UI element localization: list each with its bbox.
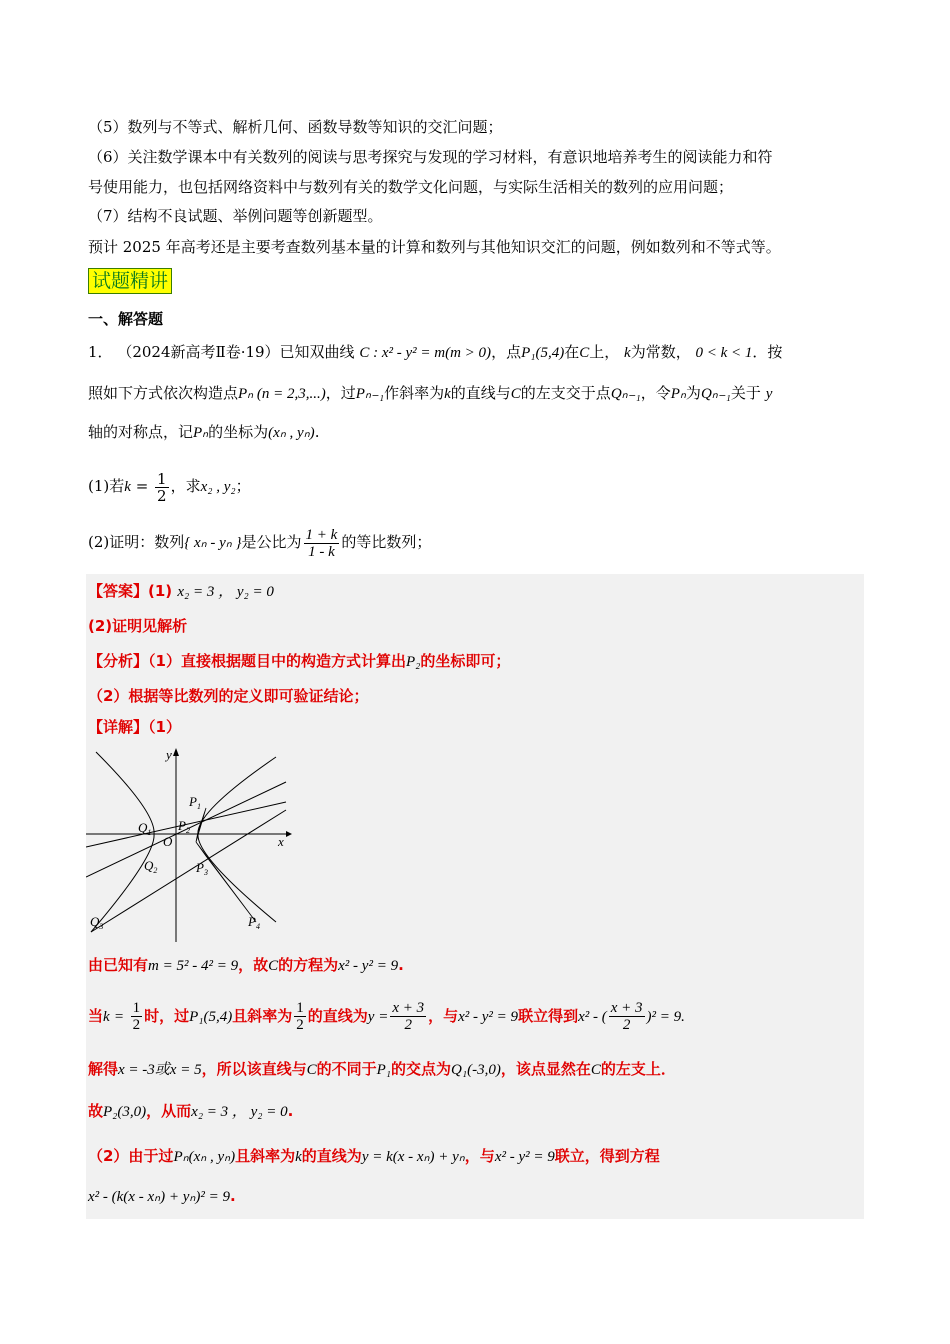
hyperbola-left-branch (91, 752, 154, 932)
point-p1: P₁(5,4) (189, 1009, 233, 1025)
point-p2: P₂(3,0) (103, 1104, 147, 1120)
text: ，令 (640, 384, 671, 402)
coordinate: (xₙ , yₙ) (268, 425, 315, 441)
text: 故 (88, 1102, 104, 1120)
problem-number: 1． (88, 343, 113, 361)
symbol-k: k (295, 1149, 302, 1165)
text: ，故 (238, 956, 269, 974)
text: （2）由于过 (88, 1147, 174, 1165)
text: 为 (685, 384, 701, 402)
intro-item-6-line1: （6）关注数学课本中有关数列的阅读与思考探究与发现的学习材料，有意识地培养考生的阅读能力和符 (88, 148, 773, 166)
symbol-p1: P₁ (376, 1062, 392, 1078)
text: 的直线为 (301, 1147, 362, 1165)
answer-label: 【答案】(1) (88, 582, 173, 600)
problem-line-2 (88, 382, 772, 405)
pn-definition: Pₙ (n = 2,3,...) (238, 386, 326, 402)
step-3 (88, 1058, 676, 1081)
text: 上， (589, 343, 620, 361)
point-p1: P₁(5,4) (521, 345, 565, 361)
hyperbola-figure (86, 742, 296, 942)
symbol-k: k (124, 479, 131, 495)
analysis-2: （2）根据等比数列的定义即可验证结论； (88, 687, 369, 705)
label-q2: $Q_2$ (144, 858, 158, 875)
label-p3: $P_3$ (196, 860, 208, 877)
step-5: （2）由于过Pₙ(xₙ , yₙ)且斜率为k的直线为y = k(x - xₙ) + yₙ，与x² - y² = 9联立，得到方程 (88, 1147, 660, 1165)
hyperbola-equation: x² - y² = 9 (338, 958, 399, 974)
line-p2 (86, 802, 286, 847)
label-o: O (163, 834, 173, 849)
text: 的坐标即可； (420, 652, 511, 670)
symbol-pn: Pₙ (670, 386, 686, 402)
text: 是公比为 (241, 533, 302, 551)
text: (2)证明：数列 (88, 533, 185, 551)
text: ．按 (752, 343, 783, 361)
section-heading: 试题精讲 (88, 268, 172, 294)
label-x: x (278, 834, 284, 849)
label-p2: $P_2$ (178, 818, 190, 835)
line-equation: y = k(x - xₙ) + yₙ (361, 1149, 465, 1165)
curve-equation: C : x² - y² = m(m > 0) (359, 345, 492, 361)
ratio-numerator: 1 + k (305, 526, 338, 543)
symbol-c: C (590, 1062, 601, 1078)
text: 关于 (730, 384, 761, 402)
intro-item-5: （5）数列与不等式、解析几何、函数导数等知识的交汇问题； (88, 118, 503, 136)
text: 联立，得到方程 (554, 1147, 660, 1165)
intro-item-7: （7）结构不良试题、举例问题等创新题型。 (88, 207, 383, 225)
triangle-shaded-1 (196, 808, 206, 842)
symbol-k: k (624, 345, 631, 361)
text: 当 (88, 1007, 104, 1025)
symbol-qn-1: Qₙ₋₁ (610, 386, 641, 402)
text: ，点 (491, 343, 522, 361)
label-q1: $Q_1$ (138, 820, 152, 837)
triangle-shaded-2 (196, 842, 256, 922)
detail-label: 【详解】（1） (88, 718, 181, 736)
ratio-denominator: 1 - k (308, 543, 335, 560)
text: ，与 (428, 1007, 459, 1025)
answer-2: (2)证明见解析 (88, 617, 188, 635)
text: ，过 (325, 384, 356, 402)
question-1: (1)若k = $\frac{1}{2}$ ，求x₂ , y₂； (88, 469, 251, 505)
x-axis-arrow (286, 831, 292, 837)
analysis-1 (88, 650, 510, 673)
step-1: 由已知有m = 5² - 4² = 9，故C的方程为x² - y² = 9. (88, 956, 404, 974)
text: 时，过 (144, 1007, 190, 1025)
text: 联立得到 (518, 1007, 579, 1025)
problem-line-1 (88, 341, 782, 364)
text: 由已知有 (88, 956, 149, 974)
label-p1: $P_1$ (189, 794, 201, 811)
text: (1)若 (88, 477, 125, 495)
text: ； (235, 477, 251, 495)
k-range: 0 < k < 1 (695, 345, 753, 361)
text: 【分析】（1）直接根据题目中的构造方式计算出 (88, 652, 406, 670)
text: ，求 (170, 477, 201, 495)
text: 的方程为 (278, 956, 339, 974)
text: 解得 (88, 1060, 119, 1078)
slope-half: $\frac{1}{2}$ (296, 1000, 304, 1033)
line-fraction: $\frac{x + 3}{2}$ (392, 1000, 425, 1033)
symbol-c: C (510, 386, 521, 402)
squared-fraction: $\frac{x + 3}{2}$ (610, 1000, 643, 1033)
text: ，与 (464, 1147, 495, 1165)
text: 的坐标为 (208, 423, 269, 441)
combined-equation: x² - (k(x - xₙ) + yₙ)² = 9 (88, 1189, 230, 1205)
problem-source: （2024新高考Ⅱ卷·19）已知双曲线 (117, 343, 355, 361)
step-4: 故P₂(3,0)，从而x₂ = 3 ， y₂ = 0. (88, 1102, 294, 1120)
symbol-c: C (268, 958, 279, 974)
symbol-pn-1: Pₙ₋₁ (355, 386, 385, 402)
answer-line (88, 580, 274, 603)
section-title: 一、解答题 (88, 310, 164, 328)
symbol-qn-1: Qₙ₋₁ (700, 386, 731, 402)
problem-line-3: 轴的对称点，记Pₙ的坐标为(xₙ , yₙ). (88, 423, 320, 441)
text: 照如下方式依次构造点 (88, 384, 239, 402)
fraction-half: $\frac{1}{2}$ (157, 469, 167, 505)
answer-value: x₂ = 3 ， y₂ = 0 (177, 584, 274, 600)
text: ，从而 (146, 1102, 192, 1120)
symbol-p2: P₂ (405, 654, 421, 670)
symbol-pn: Pₙ (193, 425, 209, 441)
text: 且斜率为 (235, 1147, 296, 1165)
symbol-k: k (103, 1009, 110, 1025)
symbol-c: C (306, 1062, 317, 1078)
text: 的直线与 (450, 384, 511, 402)
text: ，所以该直线与 (201, 1060, 307, 1078)
text: 在 (564, 343, 580, 361)
ratio-fraction (304, 527, 340, 560)
target-x2-y2: x₂ , y₂ (200, 479, 236, 495)
sequence: { xₙ - yₙ } (184, 535, 242, 551)
text: 的左支交于点 (520, 384, 611, 402)
text: ，该点显然在 (500, 1060, 591, 1078)
text: 的等比数列； (341, 533, 432, 551)
text: 的直线为 (307, 1007, 368, 1025)
m-value: m = 5² - 4² = 9 (148, 958, 239, 974)
symbol-c: C (579, 345, 590, 361)
symbol-y: y (765, 386, 773, 402)
text: 的不同于 (316, 1060, 377, 1078)
label-p4: $P_4$ (248, 914, 260, 931)
symbol-k: k (444, 386, 451, 402)
x2-y2-values: x₂ = 3 ， y₂ = 0 (191, 1104, 288, 1120)
text: 为常数， (630, 343, 691, 361)
step-6: x² - (k(x - xₙ) + yₙ)² = 9. (88, 1187, 236, 1205)
text: 且斜率为 (232, 1007, 293, 1025)
text: 作斜率为 (384, 384, 445, 402)
point-pn: Pₙ(xₙ , yₙ) (173, 1149, 236, 1165)
label-y: y (166, 747, 172, 762)
solutions: x = -3或x = 5 (118, 1062, 202, 1078)
point-q1: Q₁(-3,0) (451, 1062, 501, 1078)
step-2: 当k = $\frac{1}{2}$ 时，过P₁(5,4)且斜率为 $\frac{1}{2}$ 的直线为y = $\frac{x + 3}{2}$ ，与x² - y² = 9联立得到x² - ( $\frac{x + 3}{2}$ )² = 9. (88, 1000, 685, 1033)
intro-item-6-line2: 号使用能力，也包括网络资料中与数列有关的数学文化问题，与实际生活相关的数列的应用问题； (88, 178, 734, 196)
text: 的交点为 (391, 1060, 452, 1078)
text: 的左支上． (600, 1060, 676, 1078)
question-2 (88, 524, 431, 561)
fraction-half: $\frac{1}{2}$ (132, 1000, 141, 1033)
text: 轴的对称点，记 (88, 423, 194, 441)
label-q3: $Q_3$ (90, 914, 104, 931)
intro-forecast: 预计 2025 年高考还是主要考查数列基本量的计算和数列与其他知识交汇的问题，例如数列和不等式等。 (88, 238, 781, 256)
y-axis-arrow (173, 748, 179, 756)
